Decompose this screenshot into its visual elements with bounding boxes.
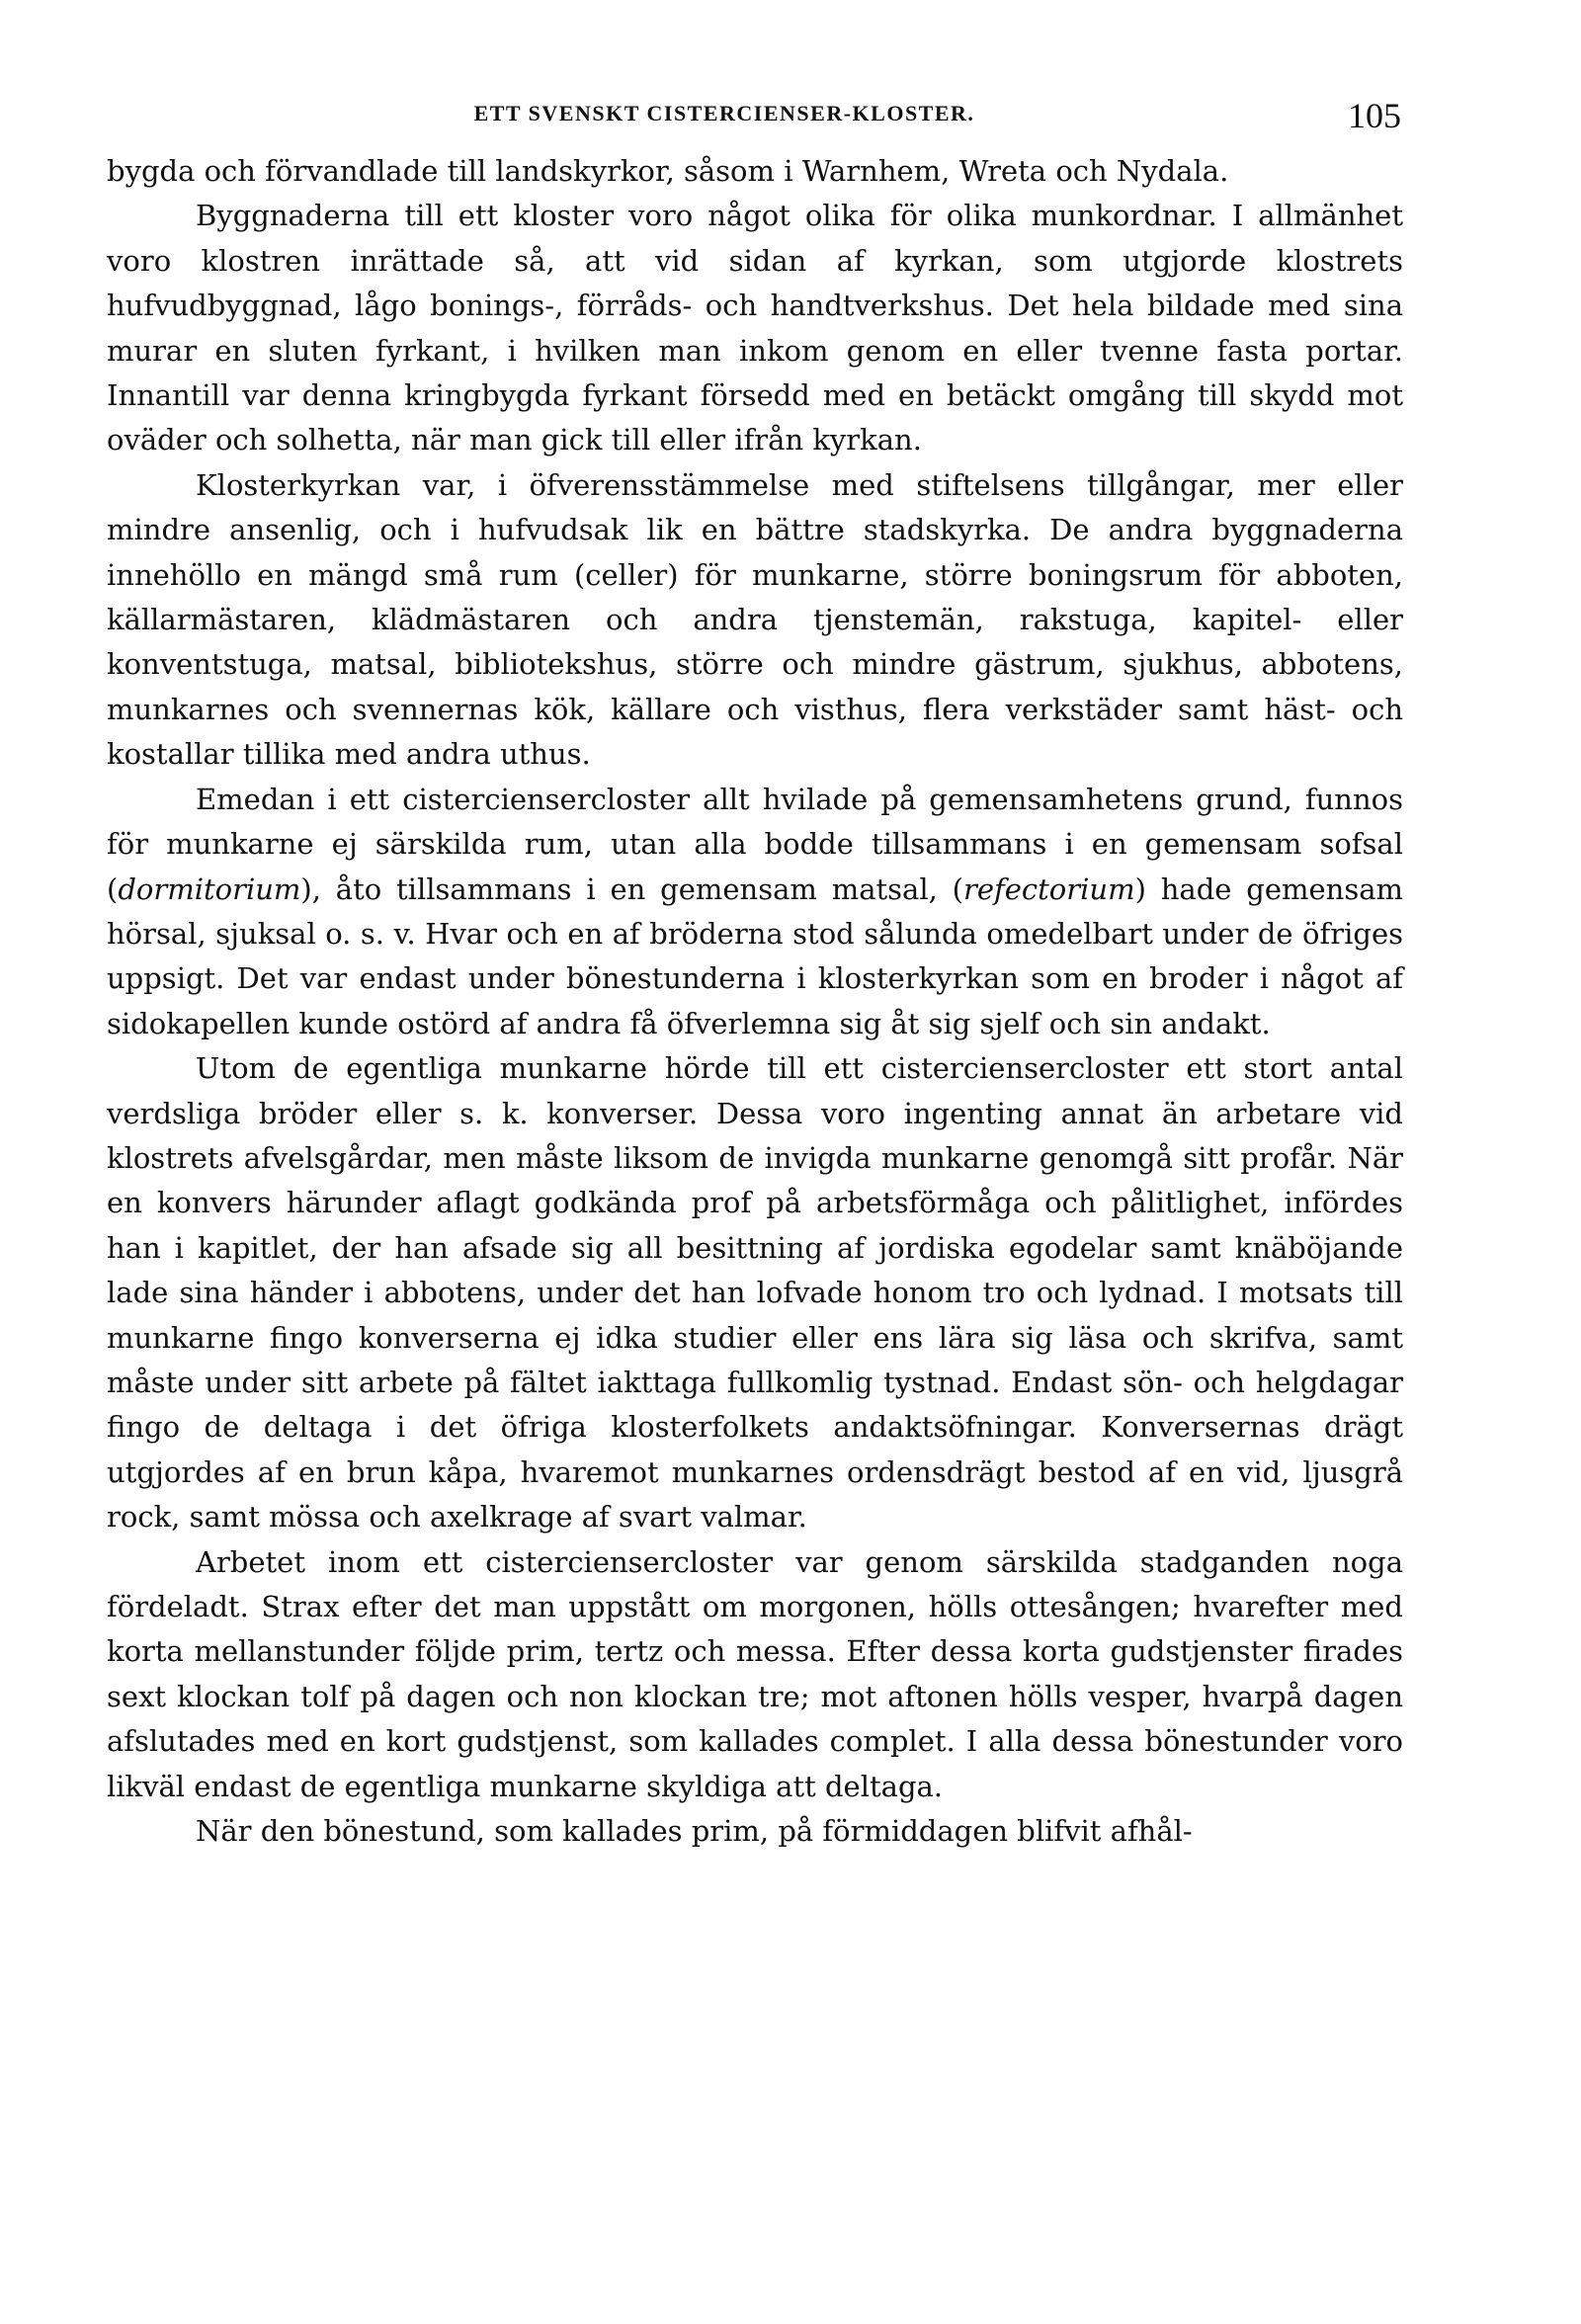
body-text <box>107 149 1403 1854</box>
paragraph-7: När den bönestund, som kallades prim, på förmiddagen blifvit afhål- <box>196 1814 1193 1849</box>
paragraph-4-text-b: ), åto tillsammans i en gemensam matsal, ( <box>300 872 963 906</box>
paragraph-1: bygda och förvandlade till landskyrkor, såsom i Warnhem, Wreta och Nydala. <box>107 154 1229 188</box>
page-number: 105 <box>1348 96 1401 135</box>
paragraph-4-text-c: ) hade gemensam hörsal, sjuksal o. s. v. Hvar och en af bröderna stod sålunda omedelbart under de öfriges uppsigt. Det var endast under bönestunderna i klosterkyrkan som en broder i något af sidokapellen kunde ostörd af andra få öfverlemna sig åt sig sjelf och sin andakt. <box>107 872 1403 1040</box>
paragraph-2: Byggnaderna till ett kloster voro något olika för olika munkordnar. I allmänhet voro klostren inrättade så, att vid sidan af kyrkan, som utgjorde klostrets hufvudbyggnad, lågo bonings-, förråds- och handtverkshus. Det hela bildade med sina murar en sluten fyrkant, i hvilken man inkom genom en eller tvenne fasta portar. Innantill var denna kringbygda fyrkant försedd med en betäckt omgång till skydd mot oväder och solhetta, när man gick till eller ifrån kyrkan. <box>107 199 1403 457</box>
paragraph-6: Arbetet inom ett cisterciensercloster var genom särskilda stadganden noga fördeladt. Strax efter det man uppstått om morgonen, hölls ottesången; hvarefter med korta mellanstunder följde prim, tertz och messa. Efter dessa korta gudstjenster firades sext klockan tolf på dagen och non klockan tre; mot aftonen hölls vesper, hvarpå dagen afslutades med en kort gudstjenst, som kallades complet. I alla dessa bönestunder voro likväl endast de egentliga munkarne skyldiga att deltaga. <box>107 1544 1403 1803</box>
paragraph-4 <box>107 778 1403 1046</box>
paragraph-4-text-a: Emedan i ett cisterciensercloster allt hvilade på gemensamhetens grund, funnos för munkarne ej särskilda rum, utan alla bodde tillsammans i en gemensam sofsal ( <box>107 782 1403 906</box>
term-refectorium: refectorium <box>962 872 1135 906</box>
running-head <box>107 95 1401 134</box>
running-title: ETT SVENSKT CISTERCIENSER-KLOSTER. <box>473 101 975 125</box>
paragraph-5: Utom de egentliga munkarne hörde till ett cisterciensercloster ett stort antal verdsliga bröder eller s. k. konverser. Dessa voro ingenting annat än arbetare vid klostrets afvelsgårdar, men måste liksom de invigda munkarne genomgå sitt profår. När en konvers härunder aflagt godkända prof på arbetsförmåga och pålitlighet, infördes han i kapitlet, der han afsade sig all besittning af jordiska egodelar samt knäböjande lade sina händer i abbotens, under det han lofvade honom tro och lydnad. I motsats till munkarne fingo konverserna ej idka studier eller ens lära sig läsa och skrifva, samt måste under sitt arbete på fältet iakttaga fullkomlig tystnad. Endast sön- och helgdagar fingo de deltaga i det öfriga klosterfolkets andaktsöfningar. Konversernas drägt utgjordes af en brun kåpa, hvaremot munkarnes ordensdrägt bestod af en vid, ljusgrå rock, samt mössa och axelkrage af svart valmar. <box>107 1051 1403 1535</box>
paragraph-3: Klosterkyrkan var, i öfverensstämmelse med stiftelsens tillgångar, mer eller mindre ansenlig, och i hufvudsak lik en bättre stadskyrka. De andra byggnaderna innehöllo en mängd små rum (celler) för munkarne, större boningsrum för abboten, källarmästaren, klädmästaren och andra tjenstemän, rakstuga, kapitel- eller konventstuga, matsal, bibliotekshus, större och mindre gästrum, sjukhus, abbotens, munkarnes och svennernas kök, källare och visthus, flera verkstäder samt häst- och kostallar tillika med andra uthus. <box>107 467 1403 772</box>
term-dormitorium: dormitorium <box>118 872 301 906</box>
